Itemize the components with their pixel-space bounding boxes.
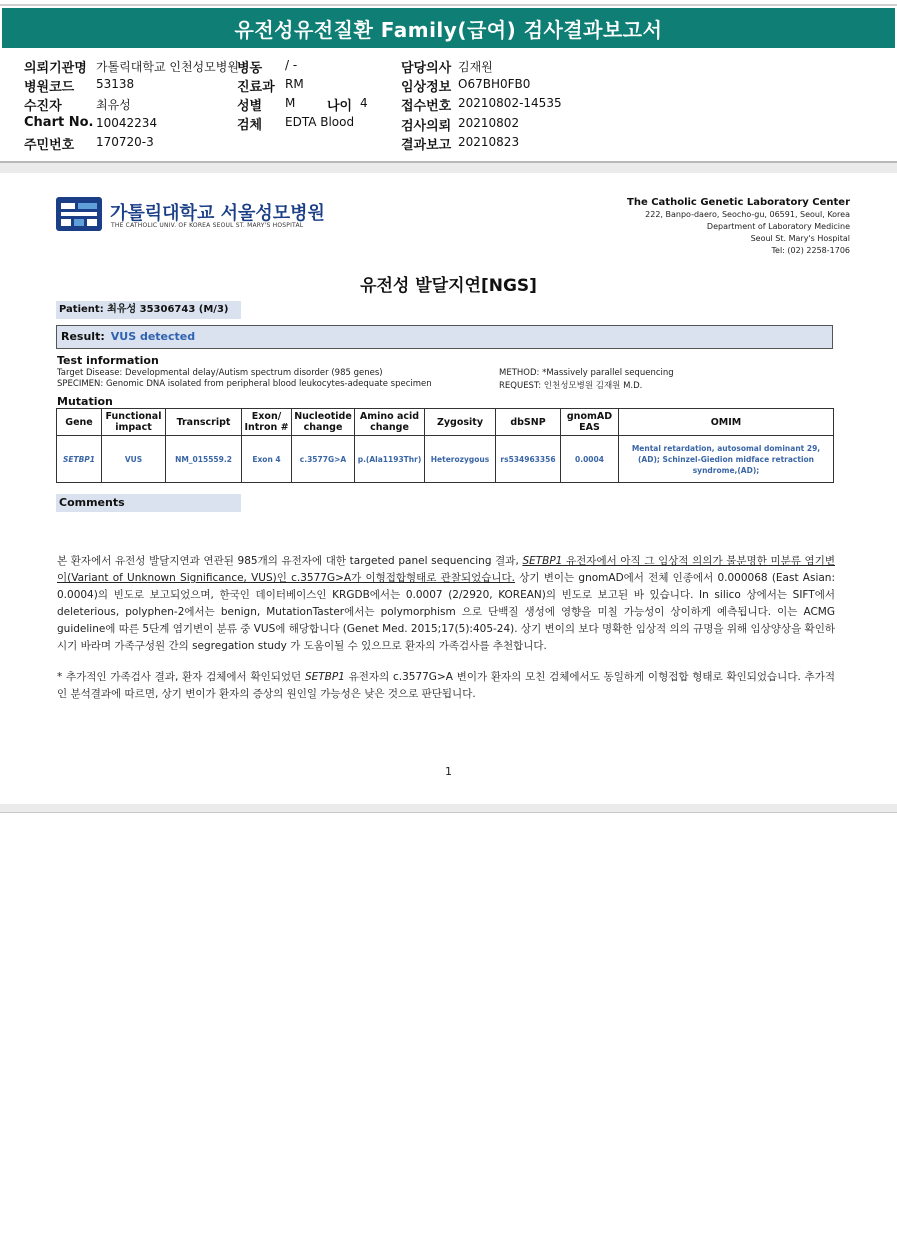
- cell-amino-acid: p.(Ala1193Thr): [355, 436, 425, 483]
- cell-gene: SETBP1: [57, 436, 102, 483]
- comment-text: * 추가적인 가족검사 결과, 환자 검체에서 확인되었던: [57, 671, 305, 683]
- page-gap-bottom: [0, 804, 897, 812]
- table-header-row: [57, 409, 834, 436]
- col-gnomad-eas: gnomAD EAS: [561, 409, 619, 436]
- request-date-label: 검사의뢰: [401, 119, 452, 134]
- doctor-value: 김재원: [458, 60, 493, 74]
- comment-text: 본 환자에서 유전성 발달지연과 연관된 985개의 유전자에 대한 targeted panel sequencing 결과,: [57, 555, 523, 567]
- hospital-name-en: THE CATHOLIC UNIV. OF KOREA SEOUL ST. MARY'S HOSPITAL: [111, 222, 304, 229]
- sex-label: 성별: [237, 99, 263, 114]
- hospital-code-value: 53138: [96, 77, 135, 91]
- bottom-divider: [0, 812, 897, 813]
- lab-phone: Tel: (02) 2258-1706: [771, 246, 850, 255]
- report-title: 유전성 발달지연[NGS]: [360, 276, 537, 296]
- report-date-label: 결과보고: [401, 138, 452, 153]
- lab-hospital: Seoul St. Mary's Hospital: [750, 234, 850, 243]
- cell-functional-impact: VUS: [102, 436, 166, 483]
- top-divider: [0, 4, 897, 6]
- result-bar: [56, 325, 833, 349]
- col-transcript: Transcript: [166, 409, 242, 436]
- lab-name: The Catholic Genetic Laboratory Center: [627, 197, 850, 208]
- cell-transcript: NM_015559.2: [166, 436, 242, 483]
- result-value: VUS detected: [110, 330, 196, 343]
- request-date-value: 20210802: [458, 116, 520, 130]
- page-gap-top: [0, 163, 897, 173]
- ward-value: / -: [285, 58, 298, 72]
- request-info-panel: [0, 52, 897, 160]
- col-nucleotide-change: Nucleotide change: [292, 409, 355, 436]
- col-functional-impact: Functional impact: [102, 409, 166, 436]
- hospital-logo-icon: [56, 197, 102, 231]
- cell-exon: Exon 4: [242, 436, 292, 483]
- specimen-value: EDTA Blood: [285, 115, 355, 129]
- dept-label: 진료과: [237, 80, 275, 95]
- test-info-heading: Test information: [57, 354, 159, 367]
- col-gene: Gene: [57, 409, 102, 436]
- recipient-label: 수진자: [24, 99, 62, 114]
- clinical-label: 임상정보: [401, 80, 452, 95]
- institution-value: 가톨릭대학교 인천성모병원: [96, 60, 239, 74]
- institution-label: 의뢰기관명: [24, 61, 87, 76]
- comment-paragraph-1: [57, 553, 835, 655]
- doctor-label: 담당의사: [401, 61, 452, 76]
- cell-zygosity: Heterozygous: [425, 436, 496, 483]
- table-row: [57, 436, 834, 483]
- lab-address: 222, Banpo-daero, Seocho-gu, 06591, Seoul, Korea: [645, 210, 850, 219]
- method-info: METHOD: *Massively parallel sequencing: [499, 368, 674, 378]
- page-number: 1: [445, 765, 452, 778]
- sex-value: M: [285, 96, 296, 110]
- result-label: Result:: [61, 330, 105, 343]
- cell-gnomad: 0.0004: [561, 436, 619, 483]
- specimen-label: 검체: [237, 118, 263, 133]
- chart-no-label: Chart No.: [24, 115, 94, 130]
- clinical-value: O67BH0FB0: [458, 77, 531, 91]
- hospital-name-ko: 가톨릭대학교 서울성모병원: [110, 203, 325, 224]
- chart-no-value: 10042234: [96, 116, 158, 130]
- comment-text: 상기 변이는 gnomAD에서 전체 인종에서 0.000068 (East Asian: 0.0004)의 빈도로 보고되었으며, 한국인 데이터베이스인 KRGDB에서는 0.0007 (2/2920, KOREAN)의 빈도로 보고된 바 있습니다. In silico 상에서는 SIFT에서 deleterious, polyphen-2에서는 benign, MutationTaster에서는 polymorphism 으로 단백질 생성에 영향을 미칠 가능성이 상이하게 예측됩니다. 이는 ACMG guideline에 따른 5단계 염기변이 분류 중 VUS에 해당합니다 (Genet Med. 2015;17(5):405-24). 상기 변이의 보다 명확한 임상적 의의 규명을 위해 임상양상을 확인하시기 바라며 가족구성원 간의 segregation study 가 도움이될 수 있으므로 환자의 가족검사를 추천합니다.: [57, 572, 835, 652]
- gene-name: SETBP1: [522, 555, 563, 567]
- col-exon-intron: Exon/ Intron #: [242, 409, 292, 436]
- cell-omim: Mental retardation, autosomal dominant 29,(AD); Schinzel-Giedion midface retraction syndrome,(AD);: [619, 436, 834, 483]
- col-amino-acid-change: Amino acid change: [355, 409, 425, 436]
- lab-department: Department of Laboratory Medicine: [706, 222, 850, 231]
- specimen-info: SPECIMEN: Genomic DNA isolated from peripheral blood leukocytes-adequate specimen: [57, 379, 432, 389]
- accession-value: 20210802-14535: [458, 96, 562, 110]
- report-page: [0, 173, 897, 804]
- col-dbsnp: dbSNP: [496, 409, 561, 436]
- comments-heading: Comments: [56, 494, 241, 512]
- mutation-heading: Mutation: [57, 395, 113, 408]
- recipient-value: 최유성: [96, 98, 131, 112]
- target-disease: Target Disease: Developmental delay/Autism spectrum disorder (985 genes): [57, 368, 383, 378]
- report-title-banner: 유전성유전질환 Family(급여) 검사결과보고서: [2, 8, 895, 48]
- id-number-value: 170720-3: [96, 135, 154, 149]
- col-omim: OMIM: [619, 409, 834, 436]
- comment-paragraph-2: [57, 669, 835, 703]
- ward-label: 병동: [237, 61, 263, 76]
- age-label: 나이: [327, 99, 353, 114]
- id-number-label: 주민번호: [24, 138, 75, 153]
- age-value: 4: [360, 96, 368, 110]
- accession-label: 접수번호: [401, 99, 452, 114]
- comment-text: 유전자의 c.3577G>A 변이가 환자의 모친 검체에서도 동일하게 이형접합 형태로 확인되었습니다. 추가적인 분석결과에 따르면, 상기 변이가 환자의 증상의 원인일 가능성은 낮은 것으로 판단됩니다.: [57, 671, 835, 700]
- hospital-code-label: 병원코드: [24, 80, 75, 95]
- report-date-value: 20210823: [458, 135, 520, 149]
- comment-highlight: 유전자에서 아직 그 임상적 의의가 불분명한 미분류 염기변이(Variant of Unknown Significance, VUS)인 c.3577G>A가 이형접합형태로 관찰되었습니다.: [57, 555, 835, 584]
- cell-dbsnp: rs534963356: [496, 436, 561, 483]
- lab-address-block: [627, 197, 850, 257]
- request-info: REQUEST: 인천성모병원 김재원 M.D.: [499, 381, 643, 391]
- mutation-table: [56, 408, 834, 483]
- cell-nucleotide: c.3577G>A: [292, 436, 355, 483]
- dept-value: RM: [285, 77, 304, 91]
- patient-bar: Patient: 최유성 35306743 (M/3): [56, 301, 241, 319]
- col-zygosity: Zygosity: [425, 409, 496, 436]
- gene-name: SETBP1: [304, 671, 345, 683]
